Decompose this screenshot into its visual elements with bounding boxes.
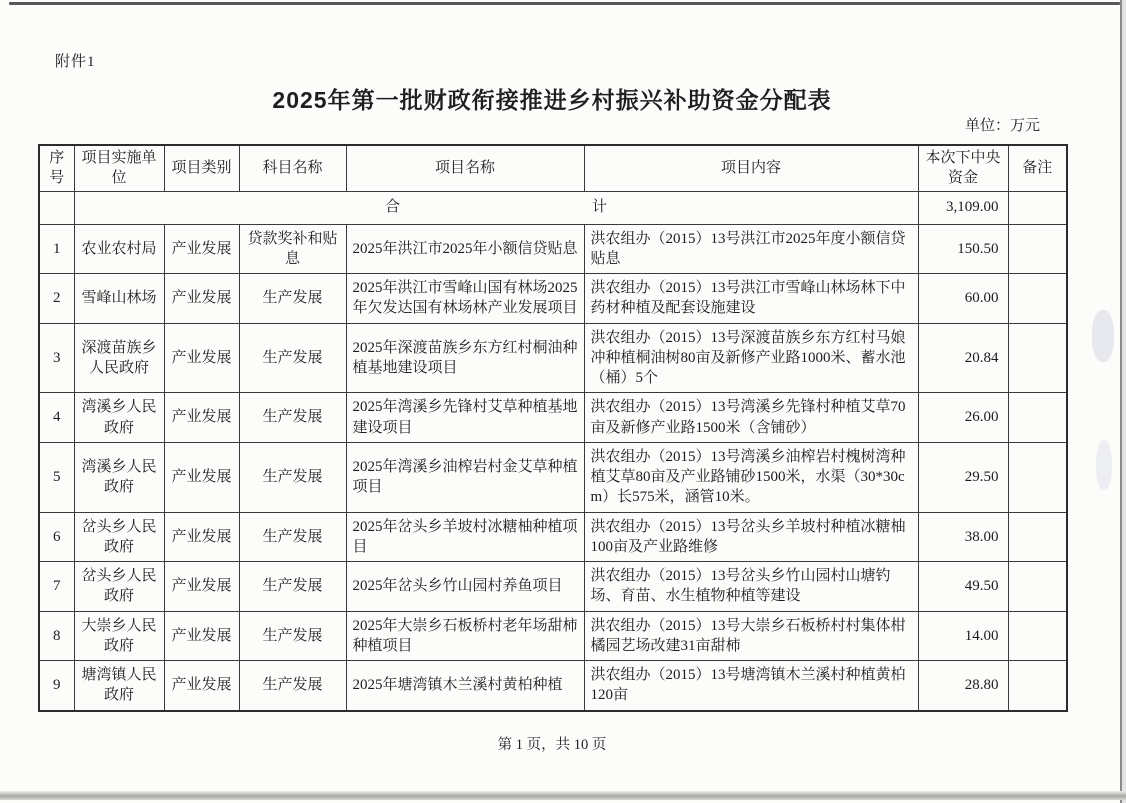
cell-subject: 生产发展 [239, 393, 346, 443]
page-number: 第 1 页，共 10 页 [497, 737, 607, 753]
cell-unit: 大崇乡人民政府 [74, 611, 164, 661]
cell-note [1008, 393, 1067, 443]
cell-no: 6 [39, 512, 74, 562]
cell-no: 2 [39, 274, 74, 324]
cell-name: 2025年岔头乡竹山园村养鱼项目 [346, 562, 584, 612]
cell-unit: 岔头乡人民政府 [74, 512, 164, 562]
cell-amount: 29.50 [918, 442, 1008, 512]
cell-category: 产业发展 [164, 512, 239, 562]
header-no: 序号 [39, 145, 74, 191]
cell-unit: 湾溪乡人民政府 [74, 393, 164, 443]
table-row [39, 323, 1067, 393]
cell-content: 洪农组办（2015）13号深渡苗族乡东方红村马娘冲种植桐油树80亩及新修产业路1000米、蓄水池（桶）5个 [584, 323, 918, 393]
cell-note [1008, 274, 1067, 324]
cell-amount: 150.50 [918, 224, 1008, 274]
total-label-cell [74, 191, 918, 224]
cell-subject: 生产发展 [239, 611, 346, 661]
cell-subject: 生产发展 [239, 512, 346, 562]
cell-name: 2025年深渡苗族乡东方红村桐油种植基地建设项目 [346, 323, 584, 393]
scan-edge-top [9, 2, 1120, 5]
cell-name: 2025年大崇乡石板桥村老年场甜柿种植项目 [346, 611, 584, 661]
cell-subject: 生产发展 [239, 661, 346, 711]
cell-amount: 60.00 [918, 274, 1008, 324]
cell-category: 产业发展 [164, 274, 239, 324]
cell-name: 2025年洪江市2025年小额信贷贴息 [346, 224, 584, 274]
cell-name: 2025年塘湾镇木兰溪村黄柏种植 [346, 661, 584, 711]
cell-category: 产业发展 [164, 393, 239, 443]
header-category: 项目类别 [164, 145, 239, 191]
total-note-cell [1008, 191, 1067, 224]
cell-no: 8 [39, 611, 74, 661]
cell-note [1008, 512, 1067, 562]
table-row [39, 661, 1067, 711]
cell-amount: 20.84 [918, 323, 1008, 393]
cell-category: 产业发展 [164, 611, 239, 661]
cell-note [1008, 611, 1067, 661]
cell-amount: 38.00 [918, 512, 1008, 562]
cell-no: 7 [39, 562, 74, 612]
header-unit: 项目实施单位 [74, 145, 164, 191]
cell-name: 2025年岔头乡羊坡村冰糖柚种植项目 [346, 512, 584, 562]
cell-unit: 深渡苗族乡人民政府 [74, 323, 164, 393]
total-label-right: 计 [592, 199, 608, 216]
table-row [39, 274, 1067, 324]
total-label-left: 合 [384, 199, 400, 216]
header-project-content: 项目内容 [584, 145, 918, 191]
cell-category: 产业发展 [164, 562, 239, 612]
table-row [39, 224, 1067, 274]
cell-no: 1 [39, 224, 74, 274]
ink-smudge [1092, 310, 1114, 362]
allocation-table-wrap [38, 144, 1066, 712]
cell-note [1008, 661, 1067, 711]
cell-unit: 岔头乡人民政府 [74, 562, 164, 612]
cell-category: 产业发展 [164, 661, 239, 711]
page-title: 2025年第一批财政衔接推进乡村振兴补助资金分配表 [272, 87, 832, 113]
header-note: 备注 [1008, 145, 1067, 191]
cell-category: 产业发展 [164, 442, 239, 512]
cell-subject: 生产发展 [239, 323, 346, 393]
cell-subject: 生产发展 [239, 442, 346, 512]
cell-unit: 雪峰山林场 [74, 274, 164, 324]
total-no-cell [39, 191, 74, 224]
table-row [39, 512, 1067, 562]
table-row [39, 393, 1067, 443]
cell-unit: 塘湾镇人民政府 [74, 661, 164, 711]
cell-note [1008, 224, 1067, 274]
cell-note [1008, 562, 1067, 612]
header-central-funds: 本次下中央资金 [918, 145, 1008, 191]
total-row [39, 191, 1067, 224]
cell-no: 9 [39, 661, 74, 711]
total-amount: 3,109.00 [918, 191, 1008, 224]
cell-name: 2025年湾溪乡油榨岩村金艾草种植项目 [346, 442, 584, 512]
allocation-table [38, 144, 1068, 712]
cell-note [1008, 323, 1067, 393]
cell-content: 洪农组办（2015）13号塘湾镇木兰溪村种植黄柏120亩 [584, 661, 918, 711]
cell-content: 洪农组办（2015）13号岔头乡羊坡村种植冰糖柚100亩及产业路维修 [584, 512, 918, 562]
cell-content: 洪农组办（2015）13号岔头乡竹山园村山塘钓场、育苗、水生植物种植等建设 [584, 562, 918, 612]
unit-note: 单位：万元 [964, 118, 1040, 134]
cell-content: 洪农组办（2015）13号湾溪乡油榨岩村槐树湾种植艾草80亩及产业路铺砂1500米，水渠（30*30cm）长575米，涵管10米。 [584, 442, 918, 512]
cell-no: 4 [39, 393, 74, 443]
attachment-label: 附件1 [55, 54, 96, 70]
cell-subject: 生产发展 [239, 274, 346, 324]
cell-amount: 28.80 [918, 661, 1008, 711]
cell-content: 洪农组办（2015）13号大崇乡石板桥村村集体柑橘园艺场改建31亩甜柿 [584, 611, 918, 661]
cell-category: 产业发展 [164, 224, 239, 274]
header-project-name: 项目名称 [346, 145, 584, 191]
header-subject: 科目名称 [239, 145, 346, 191]
table-row [39, 442, 1067, 512]
cell-name: 2025年洪江市雪峰山国有林场2025年欠发达国有林场林产业发展项目 [346, 274, 584, 324]
cell-content: 洪农组办（2015）13号洪江市2025年度小额信贷贴息 [584, 224, 918, 274]
header-row [39, 145, 1067, 191]
cell-subject: 生产发展 [239, 562, 346, 612]
cell-amount: 49.50 [918, 562, 1008, 612]
cell-no: 5 [39, 442, 74, 512]
cell-subject: 贷款奖补和贴息 [239, 224, 346, 274]
scan-edge-right [1120, 0, 1122, 803]
table-row [39, 562, 1067, 612]
scan-edge-bottom [0, 791, 1126, 800]
cell-content: 洪农组办（2015）13号洪江市雪峰山林场林下中药材种植及配套设施建设 [584, 274, 918, 324]
table-body [39, 224, 1067, 711]
cell-unit: 湾溪乡人民政府 [74, 442, 164, 512]
cell-note [1008, 442, 1067, 512]
cell-unit: 农业农村局 [74, 224, 164, 274]
table-row [39, 611, 1067, 661]
cell-category: 产业发展 [164, 323, 239, 393]
cell-amount: 14.00 [918, 611, 1008, 661]
cell-content: 洪农组办（2015）13号湾溪乡先锋村种植艾草70亩及新修产业路1500米（含铺砂） [584, 393, 918, 443]
ink-smudge [1096, 440, 1112, 490]
cell-name: 2025年湾溪乡先锋村艾草种植基地建设项目 [346, 393, 584, 443]
cell-no: 3 [39, 323, 74, 393]
cell-amount: 26.00 [918, 393, 1008, 443]
